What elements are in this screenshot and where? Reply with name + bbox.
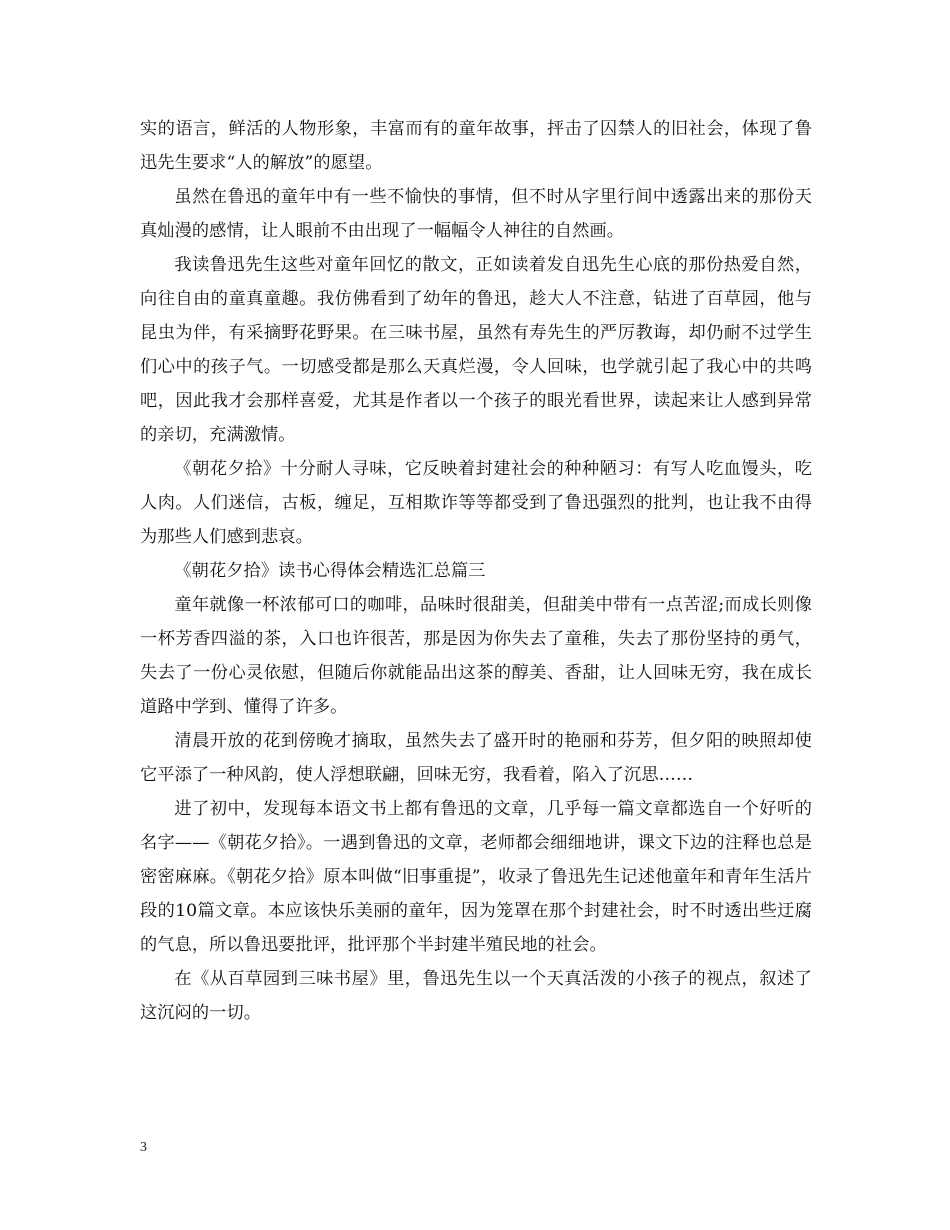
paragraph-8: 进了初中，发现每本语文书上都有鲁迅的文章，几乎每一篇文章都选自一个好听的名字——《朝花夕拾》。一遇到鲁迅的文章，老师都会细细地讲，课文下边的注释也总是密密麻麻。《朝花夕拾》原本叫做“旧事重提”，收录了鲁迅先生记述他童年和青年生活片段的10篇文章。本应该快乐美丽的童年，因为笼罩在那个封建社会，时不时透出些迂腐的气息，所以鲁迅要批评，批评那个半封建半殖民地的社会。 xyxy=(140,799,812,955)
page-number: 3 xyxy=(140,1140,147,1155)
document-body xyxy=(140,112,812,1030)
paragraph-7: 清晨开放的花到傍晚才摘取，虽然失去了盛开时的艳丽和芬芳，但夕阳的映照却使它平添了一种风韵，使人浮想联翩，回味无穷，我看着，陷入了沉思…… xyxy=(140,731,812,785)
paragraph-6: 童年就像一杯浓郁可口的咖啡，品味时很甜美，但甜美中带有一点苦涩;而成长则像一杯芳香四溢的茶，入口也许很苦，那是因为你失去了童稚，失去了那份坚持的勇气，失去了一份心灵依慰，但随后你就能品出这茶的醇美、香甜，让人回味无穷，我在成长道路中学到、懂得了许多。 xyxy=(140,595,812,717)
section-heading: 《朝花夕拾》读书心得体会精选汇总篇三 xyxy=(174,561,486,581)
paragraph-2: 虽然在鲁迅的童年中有一些不愉快的事情，但不时从字里行间中透露出来的那份天真灿漫的感情，让人眼前不由出现了一幅幅令人神往的自然画。 xyxy=(140,187,812,241)
paragraph-1: 实的语言，鲜活的人物形象，丰富而有的童年故事，抨击了囚禁人的旧社会，体现了鲁迅先生要求“人的解放”的愿望。 xyxy=(140,119,812,173)
paragraph-9: 在《从百草园到三味书屋》里，鲁迅先生以一个天真活泼的小孩子的视点，叙述了这沉闷的一切。 xyxy=(140,969,812,1023)
paragraph-4: 《朝花夕拾》十分耐人寻味，它反映着封建社会的种种陋习：有写人吃血馒头，吃人肉。人们迷信，古板，缠足，互相欺诈等等都受到了鲁迅强烈的批判，也让我不由得为那些人们感到悲哀。 xyxy=(140,459,812,547)
paragraph-3: 我读鲁迅先生这些对童年回忆的散文，正如读着发自迅先生心底的那份热爱自然，向往自由的童真童趣。我仿佛看到了幼年的鲁迅，趁大人不注意，钻进了百草园，他与昆虫为伴，有采摘野花野果。在三味书屋，虽然有寿先生的严厉教诲，却仍耐不过学生们心中的孩子气。一切感受都是那么天真烂漫，令人回味，也学就引起了我心中的共鸣吧，因此我才会那样喜爱，尤其是作者以一个孩子的眼光看世界，读起来让人感到异常的亲切，充满激情。 xyxy=(140,255,812,445)
